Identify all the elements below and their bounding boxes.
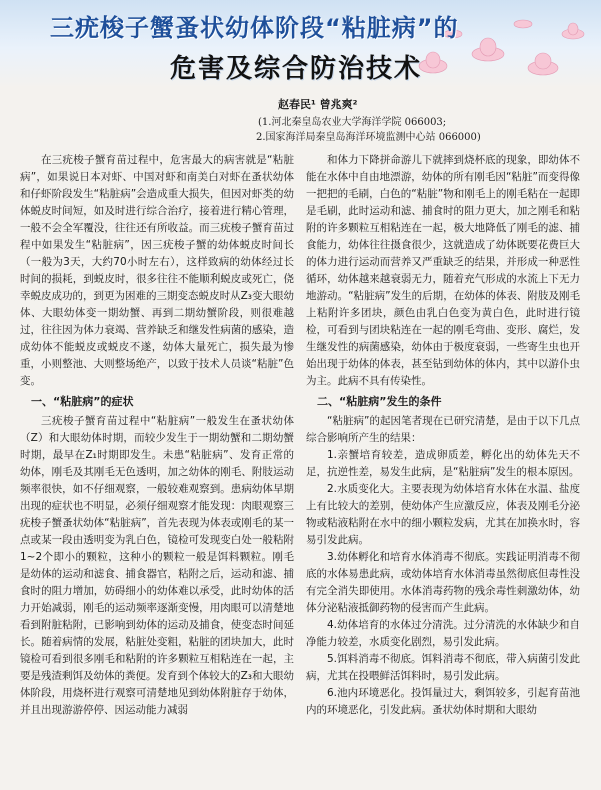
section2-item-5: 5.饵料消毒不彻底。饵料消毒不彻底，带入病菌引发此病，尤其在投喂鲜活饵料时，易引发此病。: [306, 653, 580, 682]
section2-item-1: 1.亲蟹培育较差，造成卵质差，孵化出的幼体先天不足，抗逆性差，易发生此病，是“粘脏病”发生的根本原因。: [306, 449, 580, 478]
section2-item-3: 3.幼体孵化和培育水体消毒不彻底。实践证明消毒不彻底的水体易患此病，或幼体培育水体消毒虽然彻底但毒性没有完全消失即使用。水体消毒药物的残余毒性刺激幼体，幼体分泌粘液抵御药物的侵害而产生此病。: [306, 551, 580, 614]
section2-heading: 二、“粘脏病”发生的条件: [317, 395, 442, 408]
section2-item-6: 6.池内环境恶化。投饵量过大，剩饵较多，引起育苗池内的环境恶化，引发此病。蚤状幼体时期和大眼幼: [306, 687, 580, 716]
author-affiliation-2: 2.国家海洋局秦皇岛海洋环境监测中心站 066000): [256, 132, 481, 143]
right-column: [306, 152, 580, 719]
article-title-line2: 危害及综合防治技术: [170, 54, 423, 84]
author-affiliation-1: (1.河北秦皇岛农业大学海洋学院 066003;: [258, 117, 447, 128]
section1-paragraph: 三疣梭子蟹育苗过程中“粘脏病”一般发生在蚤状幼体（Z）和大眼幼体时期，而较少发生于一期幼蟹和二期幼蟹时期，最早在Z₁时期即发生。未患“粘脏病”、发育正常的幼体，刚毛及其刚毛无色透明，加之幼体的刚毛、附肢运动频率很快，如不仔细观察，一般较难观察到。患病幼体早期出现的症状也不明显，必须仔细观察才能发现：肉眼观察三疣梭子蟹蚤状幼体“粘脏病”，首先表现为体表或刚毛的某一点或某一段由透明变为乳白色，镜检可发现变白处一般粘附1~2个即小的颗粒，这种小的颗粒一般是饵料颗粒。刚毛是幼体的运动和滤食、捕食器官，粘附之后，运动和滤、捕食时的阻力增加，妨碍细小的幼体难以承受，此时幼体的活力开始减弱，刚毛的运动频率逐渐变慢，用肉眼可以清楚地看到附脏粘附，已影响到幼体的运动及捕食，使变态时间延长。随着病情的发展，粘脏处变粗，粘脏的团块加大，此时镜检可看到很多刚毛和粘附的许多颗粒互相粘连在一起，主要是残渣剩饵及幼体的粪便。发育到个体较大的Z₃和大眼幼体阶段，用烧杯进行观察可清楚地见到幼体附脏存于幼体，并且出现游游停停、因运动能力减弱: [20, 415, 294, 716]
section2-item-2: 2.水质变化大。主要表现为幼体培育水体在水温、盐度上有比较大的差别，使幼体产生应激反应，体表及刚毛分泌物或粘液粘附在水中的细小颗粒发病，尤其在加换水时，容易引发此病。: [306, 483, 580, 546]
section2-paragraph: “粘脏病”的起因笔者现在已研究清楚，是由于以下几点综合影响所产生的结果：: [306, 415, 580, 444]
author-names: 赵春民¹ 曾兆爽²: [278, 98, 358, 111]
section1-heading: 一、“粘脏病”的症状: [31, 395, 134, 408]
article-title-line1: 三疣梭子蟹蚤状幼体阶段“粘脏病”的: [50, 14, 459, 42]
continued-paragraph: 和体力下降拼命游儿下就摔到烧杯底的现象，即幼体不能在水体中自由地漂游，幼体的所有刚毛因“粘脏”而变得像一把把的毛刷，白色的“粘脏”物和刚毛上的刚毛粘在一起即是毛刷，此时运动和滤、捕食时的阻力更大，加之刚毛和粘附的许多颗粒互相粘连在一起，极大地降低了刚毛的滤、捕食能力，幼体往往摄食很少，这就造成了幼体既要花费巨大的体力进行运动而营养又严重缺乏的结果，并形成一种恶性循环，幼体越来越衰弱无力，随着充气形成的水流上下无力地游动。“粘脏病”发生的后期，在幼体的体表、附肢及刚毛上粘附许多团块，颜色由乳白色变为黄白色，此时进行镜检，可看到与团块粘连在一起的刚毛弯曲、变形、腐烂，发生继发性的病菌感染，幼体由于极度衰弱，一些寄生虫也开始出现于幼体的体表，甚至钻到幼体的体内，其中以游仆虫为主。此病不具有传染性。: [306, 154, 580, 387]
intro-paragraph: 在三疣梭子蟹育苗过程中，危害最大的病害就是“粘脏病”，如果说日本对虾、中国对虾和南美白对虾在蚤状幼体和仔虾阶段发生“粘脏病”会造成重大损失，但因对虾类的幼体蜕皮时间短，如及时进行综合治疗，接着进行精心管理，一般不会全军覆没，往往还有所收益。而三疣梭子蟹育苗过程中如果发生“粘脏病”，因三疣梭子蟹的幼体蜕皮时间长（一般为3天，大约70小时左右），这样致病的幼体经过长时间的损耗，到蜕皮时，很多往往不能顺利蜕皮或死亡，侥幸蜕皮成功的，到更为困难的三期变态蜕皮时从Z₃变大眼幼体、大眼幼体变一期幼蟹、再到二期幼蟹阶段，则很难越过，往往因为体力衰竭、营养缺乏和继发性病菌的感染，造成幼体不能蜕皮或蜕皮不遂，幼体大量死亡，损失最为惨重，小则整池、大则整场绝产，以致于技术人员谈“粘脏”色变。: [20, 154, 294, 387]
section2-item-4: 4.幼体培育的水体过分清洗。过分清洗的水体缺少和自净能力较差，水质变化剧烈，易引发此病。: [306, 619, 580, 648]
left-column: [20, 152, 294, 719]
